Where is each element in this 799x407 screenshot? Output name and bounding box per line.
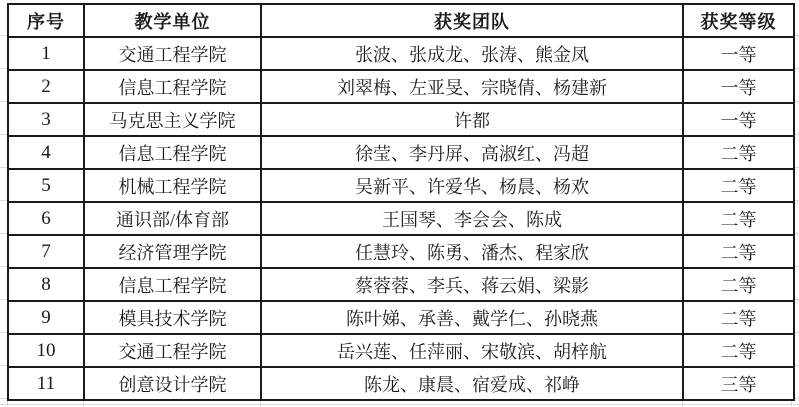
cell-team: 张波、张成龙、张涛、熊金凤 [261, 37, 683, 70]
cell-grade: 二等 [683, 235, 794, 268]
cell-serial: 8 [8, 268, 84, 301]
column-header-team: 获奖团队 [261, 4, 683, 37]
table-header-row [8, 4, 794, 37]
cell-grade: 二等 [683, 268, 794, 301]
table-row [8, 70, 794, 103]
cell-unit: 经济管理学院 [84, 235, 261, 268]
cell-serial: 5 [8, 169, 84, 202]
column-header-grade: 获奖等级 [683, 4, 794, 37]
cell-serial: 10 [8, 334, 84, 367]
cell-team: 王国琴、李会会、陈成 [261, 202, 683, 235]
cell-grade: 二等 [683, 301, 794, 334]
award-table [7, 3, 795, 401]
cell-grade: 一等 [683, 103, 794, 136]
cell-unit: 创意设计学院 [84, 367, 261, 400]
cell-unit: 交通工程学院 [84, 334, 261, 367]
cell-team: 蔡蓉蓉、李兵、蒋云娟、梁影 [261, 268, 683, 301]
cell-unit: 信息工程学院 [84, 136, 261, 169]
cell-team: 任慧玲、陈勇、潘杰、程家欣 [261, 235, 683, 268]
cell-unit: 模具技术学院 [84, 301, 261, 334]
cell-grade: 二等 [683, 136, 794, 169]
column-header-unit: 教学单位 [84, 4, 261, 37]
table-row [8, 103, 794, 136]
cell-serial: 7 [8, 235, 84, 268]
cell-unit: 信息工程学院 [84, 268, 261, 301]
cell-serial: 2 [8, 70, 84, 103]
cell-serial: 1 [8, 37, 84, 70]
cell-grade: 一等 [683, 70, 794, 103]
cell-team: 刘翠梅、左亚旻、宗晓倩、杨建新 [261, 70, 683, 103]
cell-grade: 三等 [683, 367, 794, 400]
table-row [8, 334, 794, 367]
table-row [8, 202, 794, 235]
cell-team: 岳兴莲、任萍丽、宋敬滨、胡梓航 [261, 334, 683, 367]
cell-serial: 6 [8, 202, 84, 235]
cell-team: 许都 [261, 103, 683, 136]
cell-grade: 二等 [683, 169, 794, 202]
cell-grade: 二等 [683, 334, 794, 367]
cell-serial: 4 [8, 136, 84, 169]
cell-team: 徐莹、李丹屏、高淑红、冯超 [261, 136, 683, 169]
cell-serial: 11 [8, 367, 84, 400]
table-row [8, 37, 794, 70]
cell-team: 陈龙、康晨、宿爱成、祁峥 [261, 367, 683, 400]
cell-team: 吴新平、许爱华、杨晨、杨欢 [261, 169, 683, 202]
cell-unit: 交通工程学院 [84, 37, 261, 70]
cell-unit: 信息工程学院 [84, 70, 261, 103]
table-row [8, 235, 794, 268]
cell-unit: 马克思主义学院 [84, 103, 261, 136]
cell-serial: 9 [8, 301, 84, 334]
gridline-gutter-left [0, 3, 7, 400]
table-row [8, 136, 794, 169]
column-header-serial: 序号 [8, 4, 84, 37]
cell-unit: 通识部/体育部 [84, 202, 261, 235]
cell-grade: 一等 [683, 37, 794, 70]
table-row [8, 268, 794, 301]
table-row [8, 301, 794, 334]
table-row [8, 367, 794, 400]
cell-unit: 机械工程学院 [84, 169, 261, 202]
cell-team: 陈叶娣、承善、戴学仁、孙晓燕 [261, 301, 683, 334]
gridline-bottom [0, 404, 799, 405]
cell-grade: 二等 [683, 202, 794, 235]
cell-serial: 3 [8, 103, 84, 136]
table-row [8, 169, 794, 202]
